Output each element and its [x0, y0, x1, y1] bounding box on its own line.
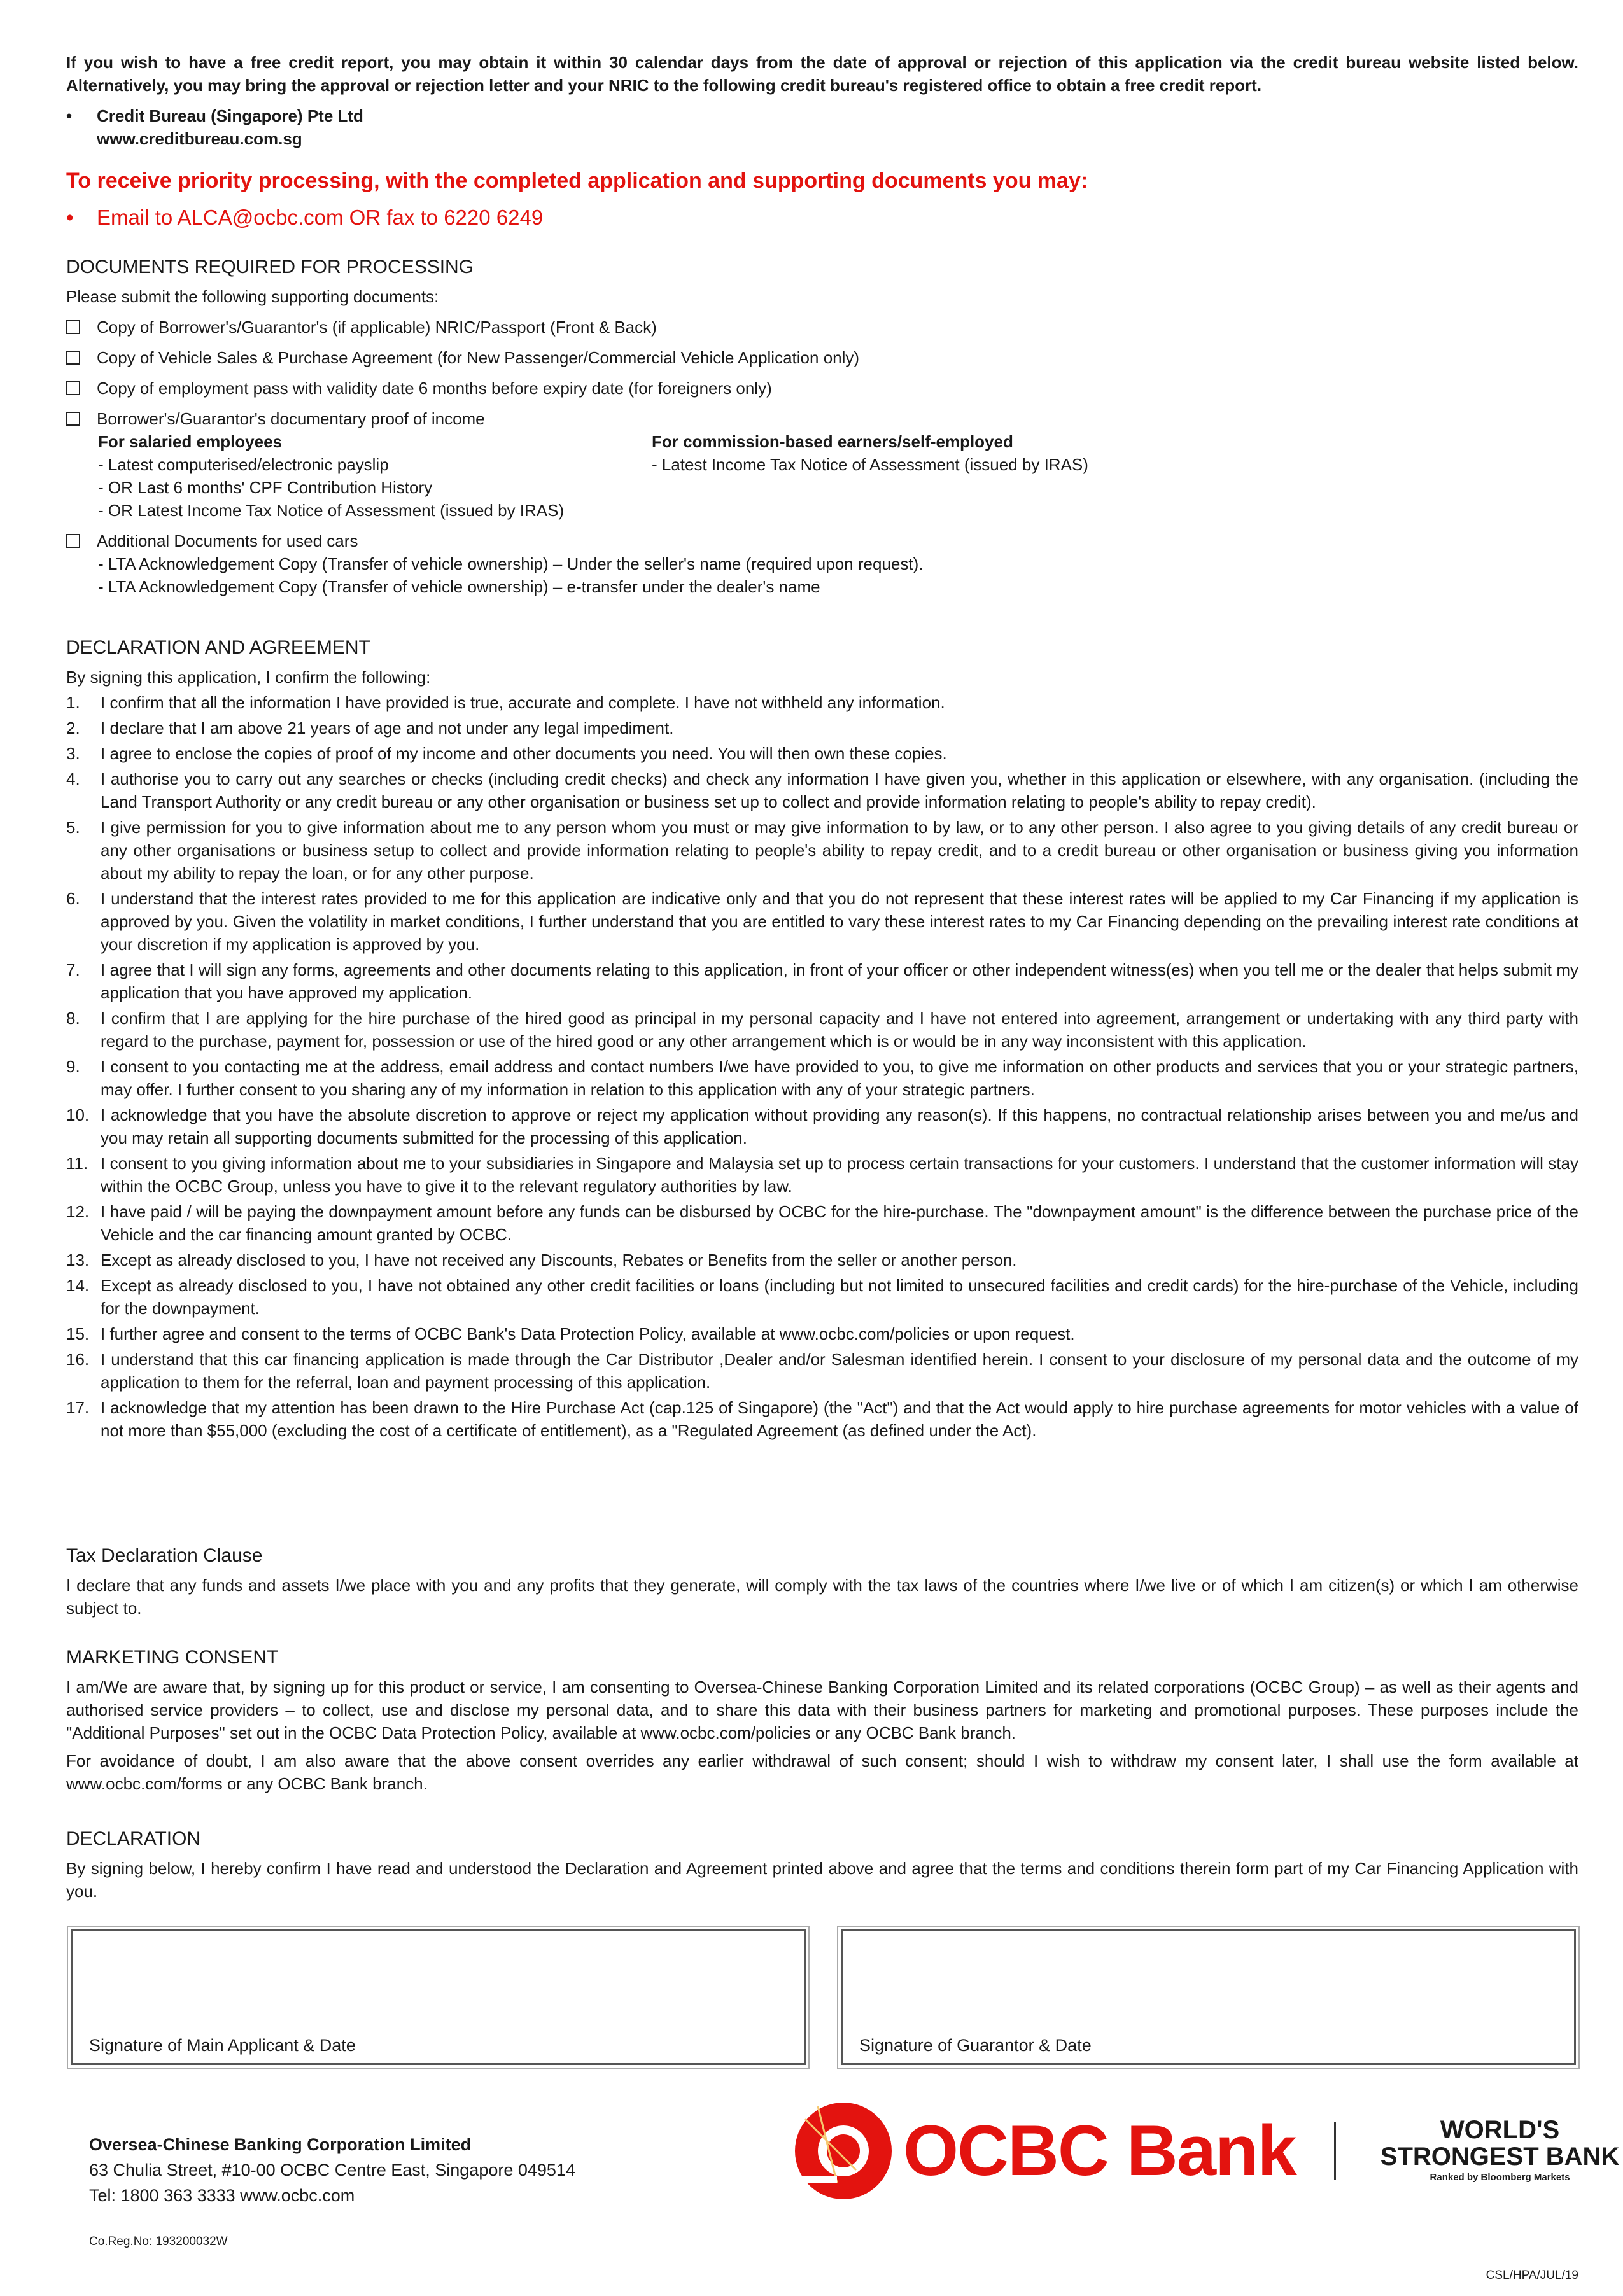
priority-contact[interactable]: Email to ALCA@ocbc.com OR fax to 6220 6249	[97, 206, 544, 229]
item-text: I consent to you giving information about me to your subsidiaries in Singapore and Malaysia set up to process certain transactions for your customers. I understand that the customer information will stay within the OCBC Group, unless you have to give it to the relevant regulatory authorities by law.	[101, 1154, 1578, 1196]
item-number: 14.	[66, 1276, 90, 1295]
used-car-line: - LTA Acknowledgement Copy (Transfer of vehicle ownership) – e-transfer under the dealer's name	[98, 577, 820, 596]
declaration-item	[66, 1348, 1578, 1394]
item-text: I agree that I will sign any forms, agreements and other documents relating to this application, in front of your officer or other independent witness(es) when you tell me or the dealer that helps submit my application that you have approved my application.	[101, 960, 1578, 1002]
tax-heading: Tax Declaration Clause	[66, 1545, 263, 1566]
commission-title: For commission-based earners/self-employed	[652, 432, 1013, 451]
item-text: I further agree and consent to the terms of OCBC Bank's Data Protection Policy, available at www.ocbc.com/policies or upon request.	[101, 1324, 1075, 1343]
declaration-item	[66, 691, 1578, 714]
tagline: STRONGEST BANK	[1380, 2143, 1620, 2171]
item-number: 11.	[66, 1154, 88, 1173]
declaration-item	[66, 1322, 1578, 1345]
marketing-text: For avoidance of doubt, I am also aware that the above consent overrides any earlier withdrawal of such consent; should I wish to withdraw my consent later, I shall use the form available at www.ocbc.com/forms or any OCBC Bank branch.	[66, 1751, 1578, 1793]
marketing-section	[66, 1645, 1578, 1795]
item-number: 9.	[66, 1057, 80, 1076]
tax-section	[66, 1543, 1578, 1620]
item-text: I acknowledge that you have the absolute discretion to approve or reject my application without providing any reason(s). If this happens, no contractual relationship arises between you and me/us and you may retain all supporting documents submitted for the processing of this application.	[101, 1105, 1578, 1147]
income-line: - OR Last 6 months' CPF Contribution History	[98, 478, 433, 497]
item-text: I declare that I am above 21 years of age and not under any legal impediment.	[101, 718, 674, 738]
footer-address	[89, 2132, 575, 2208]
checkbox[interactable]	[66, 320, 80, 334]
declaration-item	[66, 1007, 1578, 1053]
item-number: 16.	[66, 1350, 90, 1369]
logo-divider	[1334, 2122, 1336, 2180]
marketing-text: I am/We are aware that, by signing up for this product or service, I am consenting to Oversea-Chinese Banking Corporation Limited and its related corporations (OCBC Group) – as well as their agents and authorised service providers – to collect, use and disclose my personal data, and to share this data with their business partners for marketing and promotional purposes. These purposes include the "Additional Purposes" set out in the OCBC Data Protection Policy, available at www.ocbc.com/policies or any OCBC Bank branch.	[66, 1677, 1578, 1742]
company-address: 63 Chulia Street, #10-00 OCBC Centre East, Singapore 049514	[89, 2160, 575, 2180]
item-number: 5.	[66, 818, 80, 837]
declaration-item	[66, 1249, 1578, 1271]
documents-section	[66, 255, 1578, 598]
declaration-item	[66, 816, 1578, 885]
income-line: - OR Latest Income Tax Notice of Assessment (issued by IRAS)	[98, 501, 565, 520]
marketing-heading: MARKETING CONSENT	[66, 1647, 279, 1668]
bureau-name: Credit Bureau (Singapore) Pte Ltd	[97, 106, 363, 125]
tax-text: I declare that any funds and assets I/we place with you and any profits that they generate, will comply with the tax laws of the countries where I/we live or of which I am citizen(s) or which I am otherwise subject to.	[66, 1576, 1578, 1618]
worlds-strongest-bank	[1381, 2117, 1620, 2185]
item-text: I acknowledge that my attention has been drawn to the Hire Purchase Act (cap.125 of Singapore) (the "Act") and that the Act would apply to hire purchase agreements for motor vehicles with a value of not more than $55,000 (excluding the cost of a certificate of entitlement), as a "Regulated Agreement (as defined under the Act).	[101, 1398, 1578, 1440]
item-number: 10.	[66, 1105, 90, 1124]
declaration-item	[66, 1200, 1578, 1246]
item-text: I understand that the interest rates provided to me for this application are indicative only and that you do not represent that these interest rates will be applied to my Car Financing if my application is approved by you. Given the volatility in market conditions, I further understand that you are entitled to vary these interest rates to my Car Financing depending on the prevailing interest rate conditions at your discretion if my application is approved by you.	[101, 889, 1578, 954]
doc-item: Additional Documents for used cars	[97, 531, 358, 550]
declaration-item	[66, 1274, 1578, 1320]
income-line: - Latest Income Tax Notice of Assessment (issued by IRAS)	[652, 455, 1088, 474]
item-number: 1.	[66, 693, 80, 712]
company-reg-no: Co.Reg.No: 193200032W	[89, 2235, 228, 2248]
ocbc-emblem-icon	[792, 2100, 894, 2202]
tagline: WORLD'S	[1440, 2116, 1560, 2144]
item-number: 7.	[66, 960, 80, 979]
ocbc-logo	[792, 2100, 1619, 2202]
declaration-section	[66, 1826, 1578, 1903]
doc-item: Copy of Borrower's/Guarantor's (if applicable) NRIC/Passport (Front & Back)	[97, 318, 657, 337]
item-text: Except as already disclosed to you, I have not obtained any other credit facilities or loans (including but not limited to unsecured facilities and credit cards) for the hire-purchase of the Vehicle, including for the downpayment.	[101, 1276, 1578, 1318]
declaration-item	[66, 1055, 1578, 1101]
doc-item: Copy of employment pass with validity date 6 months before expiry date (for foreigners only)	[97, 379, 772, 398]
declaration-agreement-section	[66, 635, 1578, 1445]
credit-report-section: If you wish to have a free credit report, you may obtain it within 30 calendar days from the date of approval or rejection of this application via the credit bureau website listed below. Alternatively, you may bring the approval or rejection letter and your NRIC to the following credit bureau's registered office to obtain a free credit report. • Credit Bureau (Singapore) Pte Ltd www.creditbureau.com.sg	[66, 51, 1578, 150]
item-number: 2.	[66, 718, 80, 738]
item-number: 4.	[66, 769, 80, 788]
declaration-list	[66, 691, 1578, 1442]
declaration-text: By signing below, I hereby confirm I have read and understood the Declaration and Agreement printed above and agree that the terms and conditions therein form part of my Car Financing Application with you.	[66, 1859, 1578, 1901]
declaration-item	[66, 767, 1578, 813]
checkbox[interactable]	[66, 534, 80, 548]
documents-intro: Please submit the following supporting documents:	[66, 287, 439, 306]
checkbox[interactable]	[66, 412, 80, 426]
declaration-item	[66, 958, 1578, 1004]
item-text: I consent to you contacting me at the address, email address and contact numbers I/we have provided to you, to give me information on other products and services that you or your strategic partners, may offer. I further consent to you sharing any of my information in relation to this application with any of your strategic partners.	[101, 1057, 1578, 1099]
declaration-heading: DECLARATION	[66, 1828, 201, 1849]
checkbox[interactable]	[66, 351, 80, 365]
credit-report-text: If you wish to have a free credit report, you may obtain it within 30 calendar days from the date of approval or rejection of this application via the credit bureau website listed below. Alternatively, you may bring the approval or rejection letter and your NRIC to the following credit bureau's registered office to obtain a free credit report.	[66, 53, 1578, 95]
item-number: 12.	[66, 1202, 90, 1221]
checkbox[interactable]	[66, 381, 80, 395]
item-number: 13.	[66, 1250, 90, 1270]
declaration-item	[66, 1152, 1578, 1198]
item-text: I agree to enclose the copies of proof of my income and other documents you need. You will then own these copies.	[101, 744, 947, 763]
item-number: 3.	[66, 744, 80, 763]
item-text: I have paid / will be paying the downpayment amount before any funds can be disbursed by OCBC for the hire-purchase. The "downpayment amount" is the difference between the purchase price of the Vehicle and the car financing amount granted by OCBC.	[101, 1202, 1578, 1244]
bureau-url: www.creditbureau.com.sg	[97, 129, 302, 148]
doc-item: Copy of Vehicle Sales & Purchase Agreement (for New Passenger/Commercial Vehicle Application only)	[97, 348, 860, 367]
item-number: 6.	[66, 889, 80, 908]
declaration-item	[66, 887, 1578, 956]
commission-column	[652, 430, 1205, 522]
main-applicant-signature-box[interactable]	[71, 1929, 806, 2065]
item-text: I understand that this car financing application is made through the Car Distributor ,Dealer and/or Salesman identified herein. I consent to your disclosure of my personal data and the outcome of my application to them for the referral, loan and payment processing of this application.	[101, 1350, 1578, 1392]
income-line: - Latest computerised/electronic payslip	[98, 455, 389, 474]
signature-label: Signature of Main Applicant & Date	[89, 2036, 356, 2055]
declaration-item	[66, 742, 1578, 765]
item-text: I confirm that all the information I have provided is true, accurate and complete. I have not withheld any information.	[101, 693, 945, 712]
item-text: I confirm that I are applying for the hire purchase of the hired good as principal in my personal capacity and I have not entered into agreement, arrangement or undertaking with any third party with regard to the purchase, payment for, possession or use of the hired good or any other arrangement which is or would be in any way inconsistent with this application.	[101, 1009, 1578, 1051]
item-text: I give permission for you to give information about me to any person whom you must or may give information to by law, or to any other person. I also agree to you giving details of any credit bureau or any other organisations or business setup to collect and provide information relating to people's ability to repay credit, and to a credit bureau or other organisation or business giving you information about my ability to repay the loan, or for any other purpose.	[101, 818, 1578, 883]
priority-section: To receive priority processing, with the completed application and supporting documents you may: • Email to ALCA@ocbc.com OR fax to 6220 6249	[66, 167, 1578, 232]
ocbc-wordmark: OCBC Bank	[903, 2111, 1296, 2190]
declaration-item	[66, 1103, 1578, 1149]
declaration-agreement-intro: By signing this application, I confirm the following:	[66, 668, 431, 687]
item-number: 8.	[66, 1009, 80, 1028]
guarantor-signature-box[interactable]	[841, 1929, 1576, 2065]
item-number: 17.	[66, 1398, 90, 1417]
declaration-agreement-heading: DECLARATION AND AGREEMENT	[66, 637, 370, 658]
form-code: CSL/HPA/JUL/19	[1486, 2269, 1578, 2282]
salaried-title: For salaried employees	[98, 432, 283, 451]
doc-item: Borrower's/Guarantor's documentary proof of income	[97, 409, 485, 428]
tagline-ranked: Ranked by Bloomberg Markets	[1430, 2172, 1570, 2183]
company-name: Oversea-Chinese Banking Corporation Limited	[89, 2135, 472, 2154]
signature-label: Signature of Guarantor & Date	[859, 2036, 1092, 2055]
declaration-item	[66, 1396, 1578, 1442]
declaration-item	[66, 717, 1578, 739]
item-number: 15.	[66, 1324, 90, 1343]
item-text: Except as already disclosed to you, I have not received any Discounts, Rebates or Benefits from the seller or another person.	[101, 1250, 1017, 1270]
priority-heading: To receive priority processing, with the completed application and supporting documents you may:	[66, 169, 1088, 193]
used-car-line: - LTA Acknowledgement Copy (Transfer of vehicle ownership) – Under the seller's name (required upon request).	[98, 554, 924, 573]
documents-heading: DOCUMENTS REQUIRED FOR PROCESSING	[66, 256, 474, 277]
item-text: I authorise you to carry out any searches or checks (including credit checks) and check any information I have given you, whether in this application or elsewhere, with any organisation. (including the Land Transport Authority or any credit bureau or any other organisation or business set up to collect and provide information relating to people's ability to repay credit).	[101, 769, 1578, 811]
salaried-column	[98, 430, 652, 522]
company-contact: Tel: 1800 363 3333 www.ocbc.com	[89, 2186, 355, 2205]
